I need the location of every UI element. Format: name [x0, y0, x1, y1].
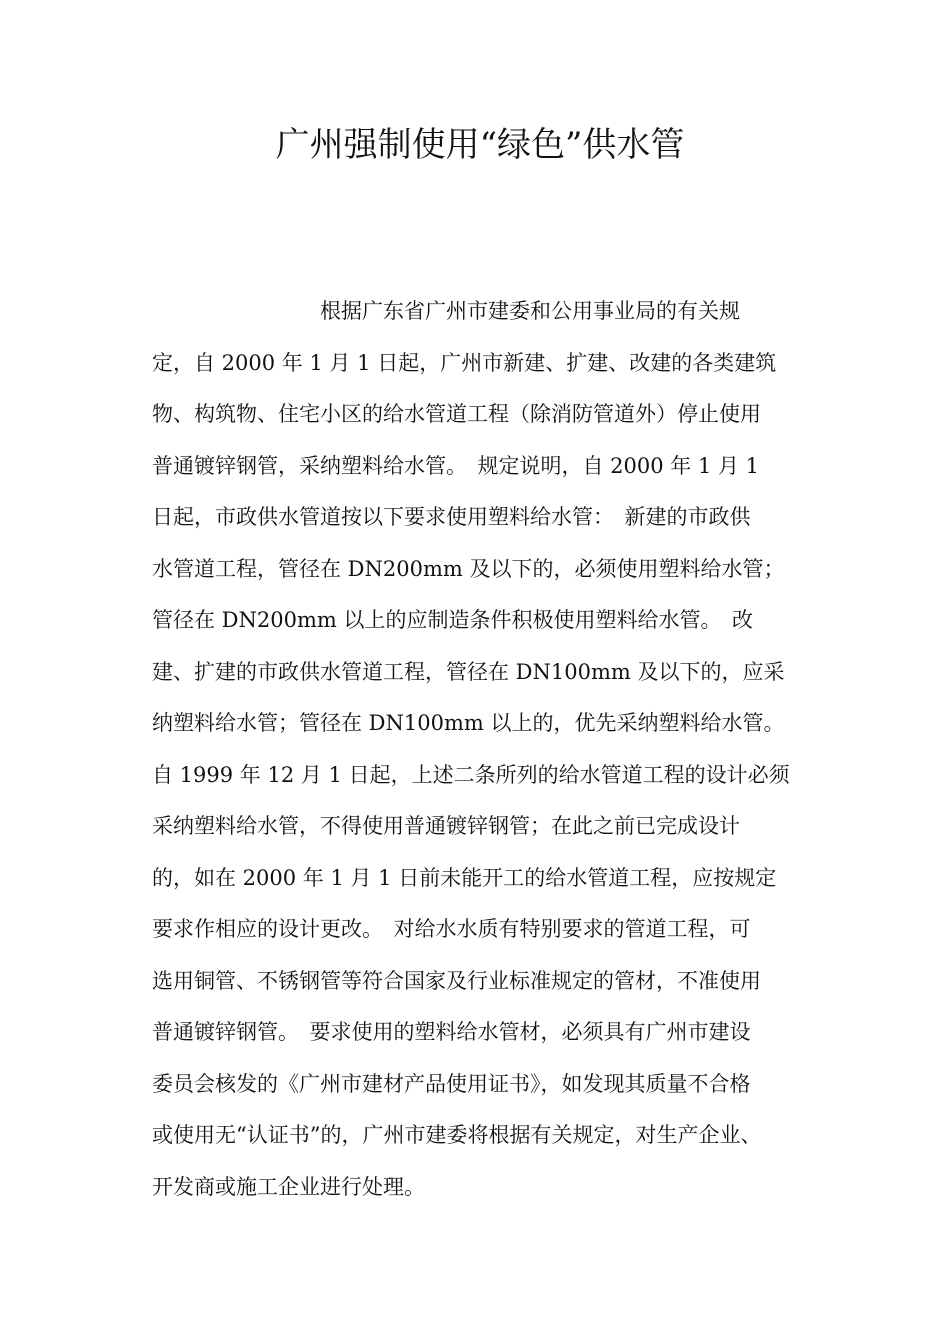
body-line: 的，如在 2000 年 1 月 1 日前未能开工的给水管道工程，应按规定 — [152, 865, 777, 890]
body-line: 根据广东省广州市建委和公用事业局的有关规 — [320, 299, 740, 323]
document-title: 广州强制使用“绿色”供水管 — [275, 125, 685, 165]
body-line: 委员会核发的《广州市建材产品使用证书》，如发现其质量不合格 — [152, 1071, 751, 1096]
body-line: 开发商或施工企业进行处理。 — [152, 1174, 425, 1199]
body-line: 日起，市政供水管道按以下要求使用塑料给水管： 新建的市政供 — [152, 505, 751, 529]
body-line: 定，自 2000 年 1 月 1 日起，广州市新建、扩建、改建的各类建筑 — [152, 350, 777, 375]
body-line: 要求作相应的设计更改。 对给水水质有特别要求的管道工程，可 — [152, 917, 751, 941]
body-line: 采纳塑料给水管，不得使用普通镀锌钢管；在此之前已完成设计 — [152, 814, 740, 838]
body-line: 水管道工程，管径在 DN200mm 及以下的，必须使用塑料给水管； — [152, 556, 785, 581]
body-line: 建、扩建的市政供水管道工程，管径在 DN100mm 及以下的，应采 — [152, 659, 785, 684]
body-line: 自 1999 年 12 月 1 日起，上述二条所列的给水管道工程的设计必须 — [152, 762, 790, 787]
body-line: 选用铜管、不锈钢管等符合国家及行业标准规定的管材，不准使用 — [152, 968, 761, 993]
document-body — [152, 286, 812, 1213]
body-line: 普通镀锌钢管。 要求使用的塑料给水管材，必须具有广州市建设 — [152, 1020, 751, 1044]
body-line: 或使用无“认证书”的，广州市建委将根据有关规定，对生产企业、 — [152, 1123, 762, 1147]
body-line: 管径在 DN200mm 以上的应制造条件积极使用塑料给水管。 改 — [152, 608, 753, 632]
body-line: 纳塑料给水管；管径在 DN100mm 以上的，优先采纳塑料给水管。 — [152, 711, 785, 735]
body-line: 普通镀锌钢管，采纳塑料给水管。 规定说明，自 2000 年 1 月 1 — [152, 453, 760, 478]
body-line: 物、构筑物、住宅小区的给水管道工程（除消防管道外）停止使用 — [152, 402, 761, 426]
